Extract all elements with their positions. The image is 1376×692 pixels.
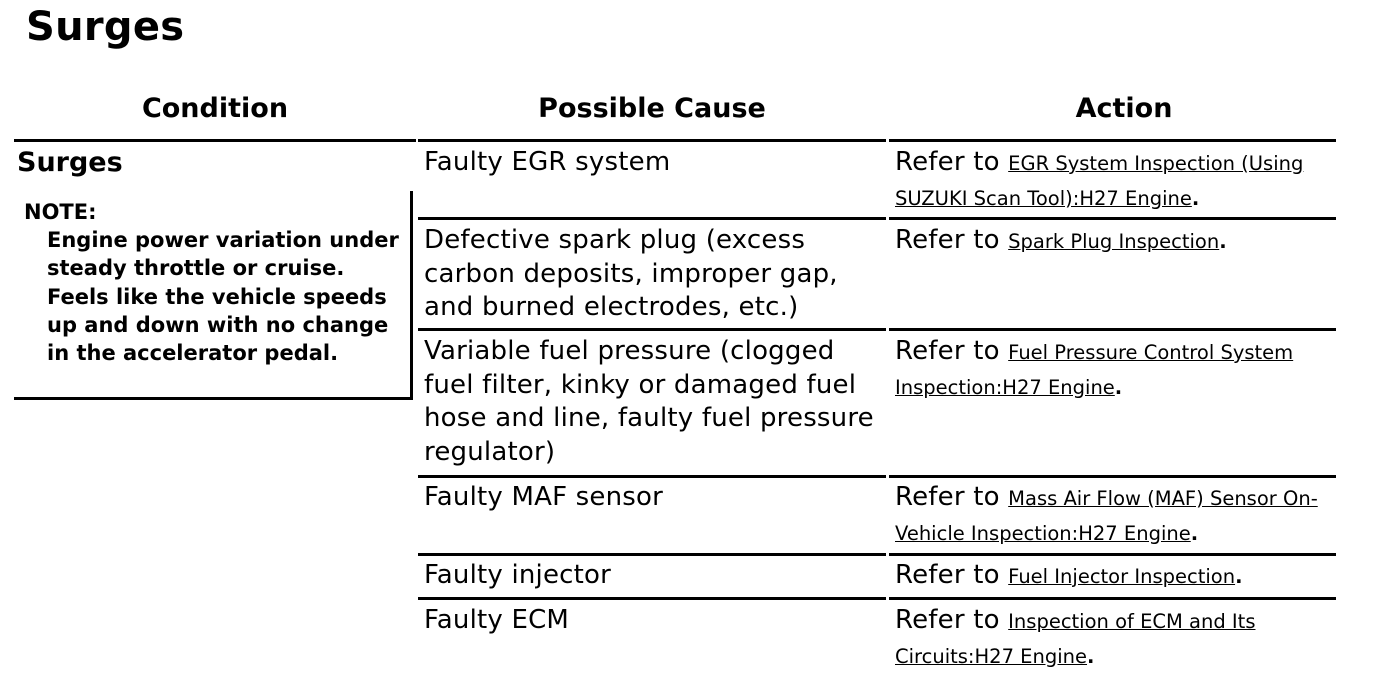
action-prefix: Refer to: [895, 336, 1009, 366]
note-box-bottom-border: [14, 397, 413, 400]
maf-sensor-inspection-link[interactable]: Mass Air Flow (MAF) Sensor On-Vehicle Inspection:H27 Engine: [895, 487, 1318, 545]
action-cell: [895, 335, 1335, 405]
row-divider: [418, 597, 886, 600]
cause-cell: Faulty EGR system: [424, 147, 671, 177]
row-divider: [889, 597, 1336, 600]
cause-cell: Faulty ECM: [424, 605, 570, 635]
cause-cell: Faulty MAF sensor: [424, 482, 664, 512]
column-header-action: Action: [1075, 93, 1173, 124]
note-label: NOTE:: [24, 200, 97, 224]
note-box-right-border: [410, 191, 413, 399]
action-suffix: .: [1219, 230, 1227, 253]
egr-system-inspection-link[interactable]: EGR System Inspection (Using SUZUKI Scan Tool):H27 Engine: [895, 152, 1304, 210]
row-divider: [889, 217, 1336, 220]
cause-cell: Faulty injector: [424, 560, 612, 590]
action-suffix: .: [1235, 565, 1243, 588]
note-text: Engine power variation under steady throttle or cruise. Feels like the vehicle speeds up and down with no change in the accelerator pedal.: [47, 228, 399, 366]
row-divider: [418, 217, 886, 220]
action-suffix: .: [1087, 644, 1095, 668]
action-prefix: Refer to: [895, 605, 1009, 635]
action-cell: [895, 604, 1315, 674]
action-cell: [895, 146, 1365, 216]
fuel-pressure-control-inspection-link[interactable]: Fuel Pressure Control System Inspection:H27 Engine: [895, 341, 1294, 399]
action-prefix: Refer to: [895, 560, 1009, 590]
action-cell: [895, 224, 1365, 260]
header-rule-condition: [14, 139, 416, 142]
row-divider: [418, 475, 886, 478]
action-prefix: Refer to: [895, 147, 1009, 177]
spark-plug-inspection-link[interactable]: Spark Plug Inspection: [1008, 230, 1220, 253]
row-divider: [889, 553, 1336, 556]
column-header-possible-cause: Possible Cause: [538, 93, 766, 124]
header-rule-cause: [418, 139, 886, 142]
fuel-injector-inspection-link[interactable]: Fuel Injector Inspection: [1008, 565, 1236, 588]
action-cell: [895, 559, 1365, 595]
row-divider: [889, 328, 1336, 331]
action-suffix: .: [1190, 521, 1199, 545]
row-divider: [889, 475, 1336, 478]
action-suffix: .: [1191, 186, 1200, 210]
row-divider: [418, 328, 886, 331]
cause-cell: Variable fuel pressure (clogged fuel filter, kinky or damaged fuel hose and line, faulty fuel pressure regulator): [424, 336, 874, 467]
action-cell: [895, 481, 1335, 551]
action-prefix: Refer to: [895, 482, 1009, 512]
header-rule-action: [889, 139, 1336, 142]
ecm-inspection-link[interactable]: Inspection of ECM and Its Circuits:H27 Engine: [895, 610, 1256, 668]
action-suffix: .: [1114, 375, 1123, 399]
column-header-condition: Condition: [141, 93, 289, 124]
page-title: Surges: [26, 4, 185, 50]
action-prefix: Refer to: [895, 225, 1009, 255]
row-divider: [418, 553, 886, 556]
cause-cell: Defective spark plug (excess carbon deposits, improper gap, and burned electrodes, etc.): [424, 225, 838, 323]
condition-title: Surges: [17, 147, 123, 178]
